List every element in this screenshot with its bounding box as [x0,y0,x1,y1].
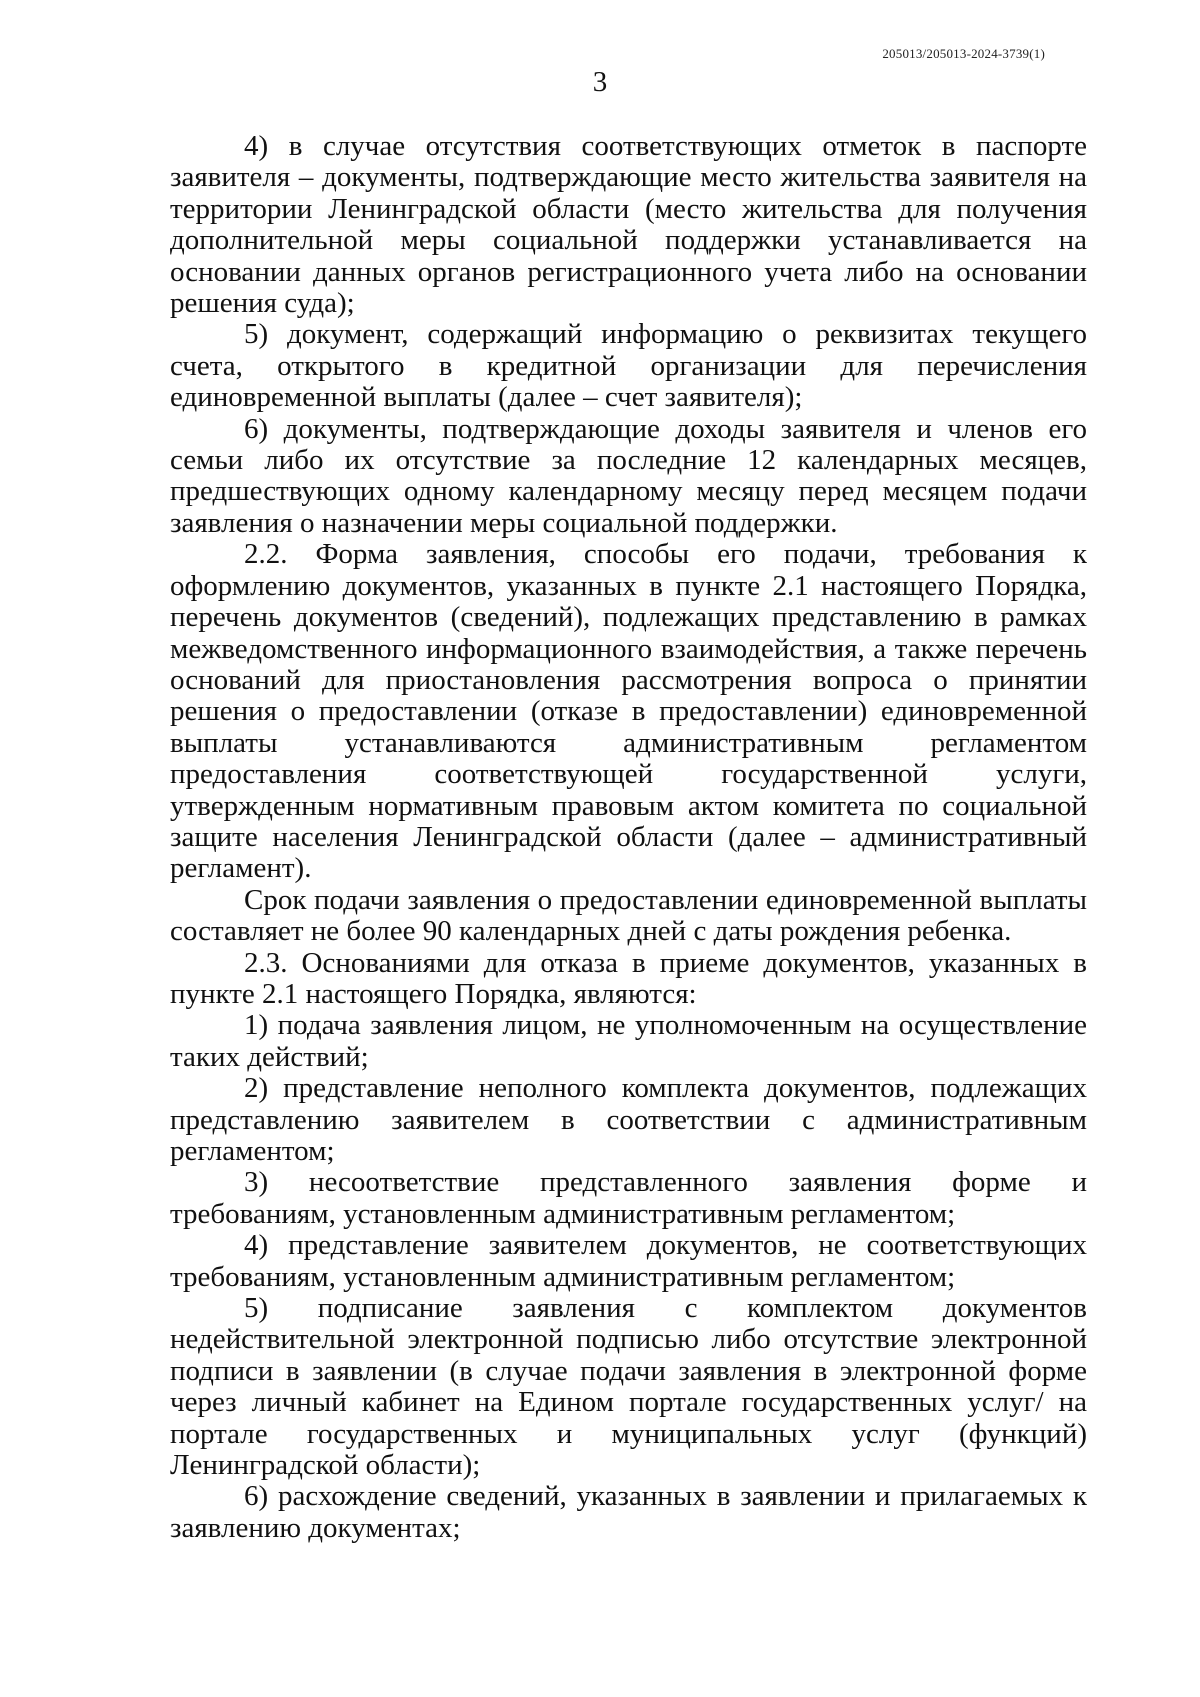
paragraph: 6) расхождение сведений, указанных в заявлении и прилагаемых к заявлению документах; [170,1480,1087,1544]
paragraph: 4) представление заявителем документов, не соответствующих требованиям, установленным административным регламентом; [170,1229,1087,1293]
paragraph: Срок подачи заявления о предоставлении единовременной выплаты составляет не более 90 календарных дней с даты рождения ребенка. [170,883,1087,948]
paragraph: 2.2. Форма заявления, способы его подачи, требования к оформлению документов, указанных в пункте 2.1 настоящего Порядка, перечень документов (сведений), подлежащих представлению в рамках межведомственного информационного взаимодействия, а также перечень оснований для приостановления рассмотрения вопроса о принятии решения о предоставлении (отказе в предоставлении) единовременной выплаты устанавливаются административным регламентом предоставления соответствующей государственной услуги, утвержденным нормативным правовым актом комитета по социальной защите населения Ленинградской области (далее – административный регламент). [170,538,1087,885]
page-number: 3 [592,66,608,98]
paragraph: 1) подача заявления лицом, не уполномоченным на осуществление таких действий; [170,1009,1087,1073]
body-text [170,131,1087,1544]
paragraph: 5) подписание заявления с комплектом документов недействительной электронной подписью либо отсутствие электронной подписи в заявлении (в случае подачи заявления в электронной форме через личный кабинет на Едином портале государственных услуг/ на портале государственных и муниципальных услуг (функций) Ленинградской области); [170,1292,1087,1482]
paragraph: 5) документ, содержащий информацию о реквизитах текущего счета, открытого в кредитной организации для перечисления единовременной выплаты (далее – счет заявителя); [170,318,1087,414]
paragraph: 2.3. Основаниями для отказа в приеме документов, указанных в пункте 2.1 настоящего Порядка, являются: [170,946,1087,1010]
document-id: 205013/205013-2024-3739(1) [882,46,1045,61]
paragraph: 6) документы, подтверждающие доходы заявителя и членов его семьи либо их отсутствие за последние 12 календарных месяцев, предшествующих одному календарному месяцу перед месяцем подачи заявления о назначении меры социальной поддержки. [170,412,1087,539]
paragraph: 4) в случае отсутствия соответствующих отметок в паспорте заявителя – документы, подтверждающие место жительства заявителя на территории Ленинградской области (место жительства для получения дополнительной меры социальной поддержки устанавливается на основании данных органов регистрационного учета либо на основании решения суда); [170,130,1087,320]
paragraph: 2) представление неполного комплекта документов, подлежащих представлению заявителем в соответствии с административным регламентом; [170,1072,1087,1167]
paragraph: 3) несоответствие представленного заявления форме и требованиям, установленным административным регламентом; [170,1166,1087,1230]
